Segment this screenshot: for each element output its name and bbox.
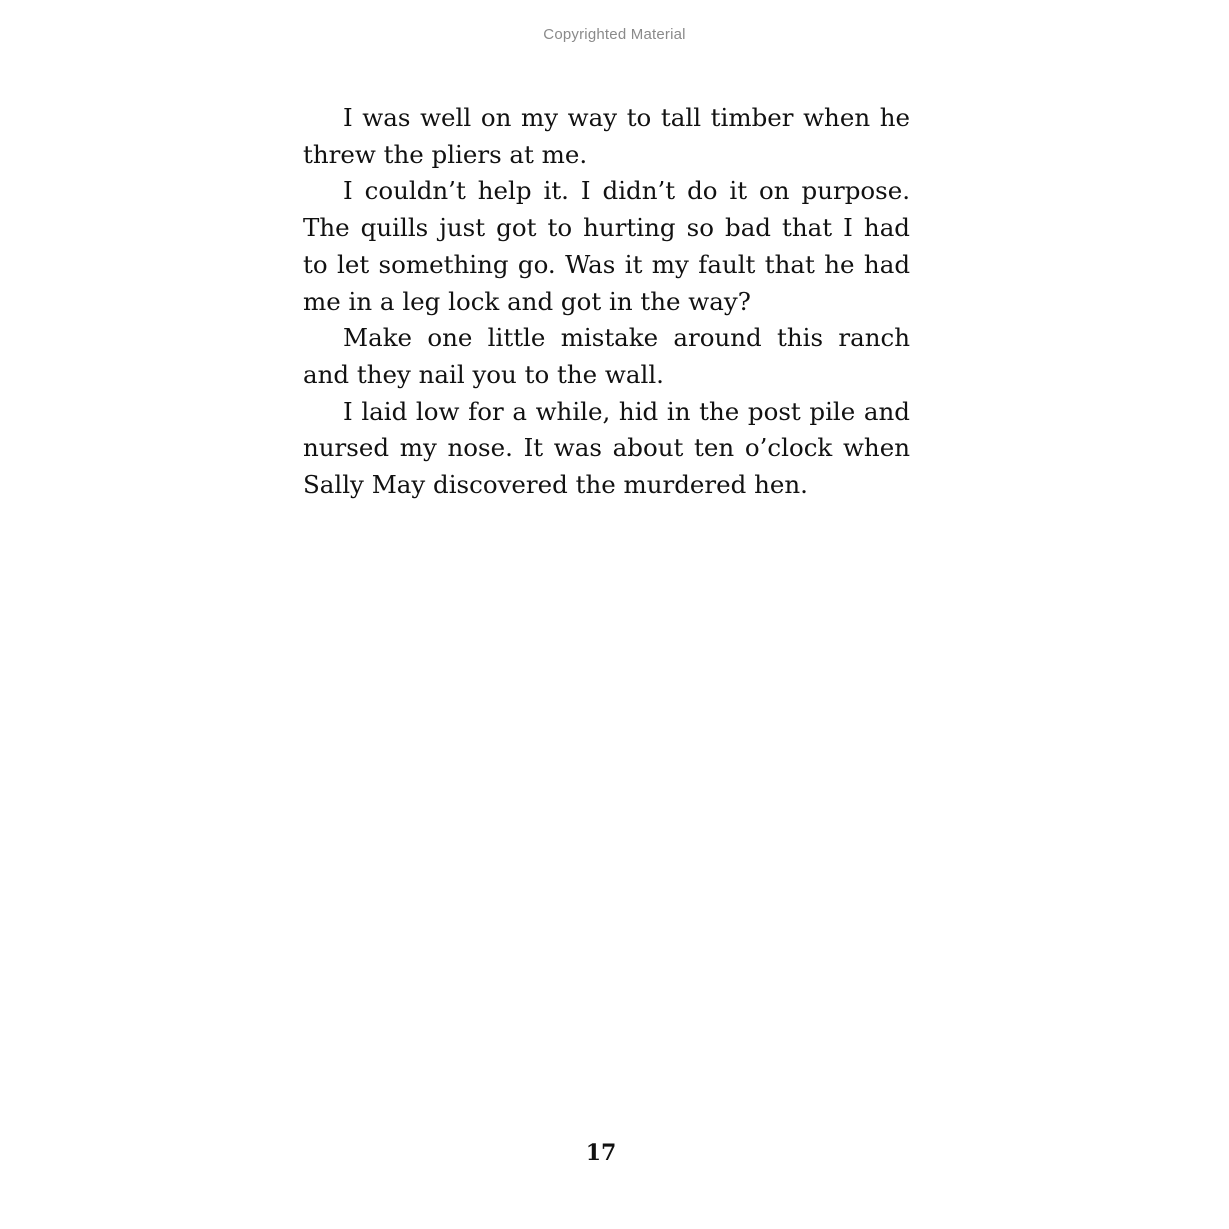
text-line: Make one little mistake around this ranch xyxy=(343,323,910,353)
text-line: me in a leg lock and got in the way? xyxy=(303,286,751,316)
text-line: nursed my nose. It was about ten o’clock when xyxy=(303,433,910,463)
text-line: I laid low for a while, hid in the post pile and xyxy=(343,396,910,426)
text-line: I couldn’t help it. I didn’t do it on purpose. xyxy=(343,176,910,206)
paragraph xyxy=(303,320,910,393)
paragraph xyxy=(303,394,910,504)
paragraph xyxy=(303,173,910,320)
text-line: The quills just got to hurting so bad that I had xyxy=(303,213,910,243)
text-line: to let something go. Was it my fault that he had xyxy=(303,249,910,279)
page-number: 17 xyxy=(585,1140,617,1166)
paragraph xyxy=(303,100,910,173)
text-line: Sally May discovered the murdered hen. xyxy=(303,470,808,500)
text-line: I was well on my way to tall timber when he xyxy=(343,103,910,132)
text-line: threw the pliers at me. xyxy=(303,139,588,169)
body-text xyxy=(303,100,910,504)
text-line: and they nail you to the wall. xyxy=(303,359,664,389)
copyright-watermark: Copyrighted Material xyxy=(543,26,686,43)
